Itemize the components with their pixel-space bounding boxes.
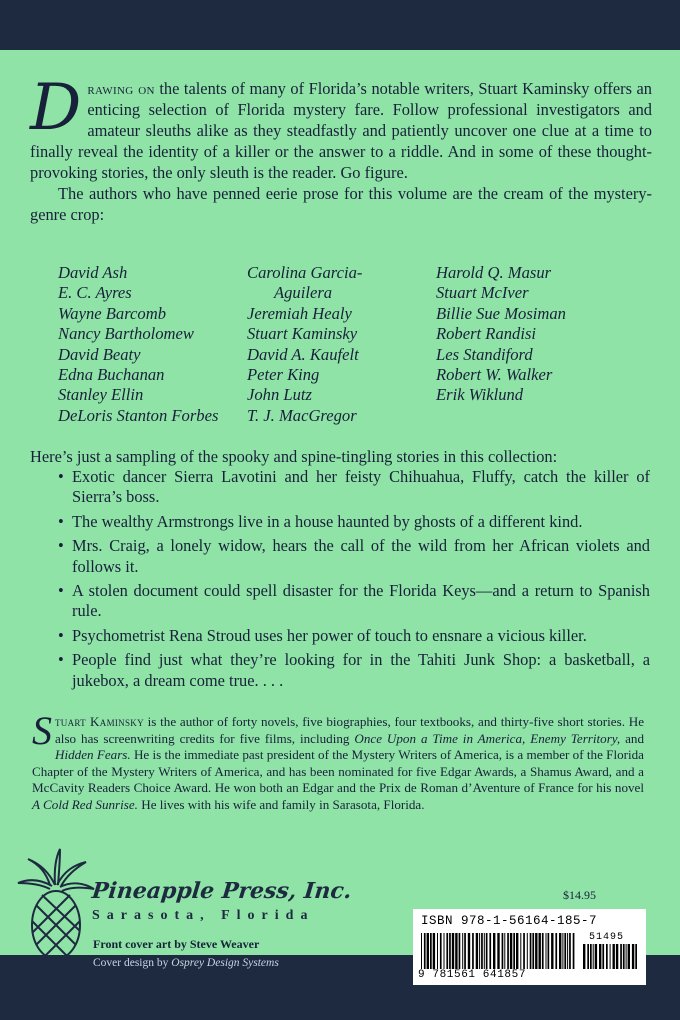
list-item [30,467,650,508]
novel-title: A Cold Red Sunrise. [32,796,138,812]
barcode-stripe [459,933,461,969]
barcode-stripe [476,933,478,969]
author-column-2 [247,263,362,426]
barcode-stripe [599,944,601,969]
list-item [30,512,650,532]
publisher-city: Sarasota, Florida [92,908,315,923]
bullet-glyph: • [58,650,64,670]
barcode-stripe [602,944,604,969]
list-item [30,536,650,577]
barcode-stripe [424,933,426,969]
drop-cap: D [30,71,82,145]
author-name: Edna Buchanan [58,365,165,385]
top-band [0,0,680,50]
barcode-stripe [472,933,474,969]
barcode-stripe [484,933,485,969]
bio-text: and [620,730,645,746]
barcode-stripe [452,933,454,969]
intro-lead: rawing on [87,79,155,98]
author-name: E. C. Ayres [58,283,132,303]
barcode-stripe [535,933,537,969]
barcode-stripe [462,933,463,969]
barcode-stripe [587,944,589,969]
price: $14.95 [563,888,596,902]
barcode-stripe [504,933,505,969]
author-name: Peter King [247,365,320,385]
barcode-stripe [551,933,553,969]
bio-text: is the author of forty novels, five biographies, four textbooks, and thirty-five short stories. He also has screenwriting credits for five films, including [55,714,645,746]
list-item-text: A stolen document could spell disaster for the Florida Keys—and a return to Spanish rule. [72,581,650,621]
barcode-stripe [635,944,637,969]
bio-name: tuart Kaminsky [55,714,144,729]
list-item-text: Psychometrist Rena Stroud uses her power of touch to ensnare a vicious killer. [72,625,587,645]
cover-design-credit [93,957,279,969]
barcode-stripe [502,933,504,969]
barcode-stripe [430,933,432,969]
barcode-stripe [489,933,491,969]
barcode-stripe [444,933,445,969]
barcode-stripe [433,933,435,969]
author-name: Wayne Barcomb [58,303,166,323]
list-item [30,650,650,691]
author-name: Stuart Kaminsky [247,324,358,344]
list-item-text: People find just what they’re looking for in the Tahiti Junk Shop: a basketball, a jukebox, a dream come true. . . . [72,650,650,690]
barcode-stripe [564,933,566,969]
ean-number: 9 781561 641857 [418,969,527,981]
barcode-stripe [626,944,627,969]
author-column-1 [58,263,218,426]
barcode-stripe [555,933,557,969]
barcode-stripe [507,933,509,969]
barcode-stripe [486,933,488,969]
barcode-stripe [567,933,568,969]
author-name: Billie Sue Mosiman [436,303,566,323]
author-name: Jeremiah Healy [247,303,352,323]
author-name: T. J. MacGregor [247,405,357,425]
addon-barcode-icon [583,944,639,969]
pineapple-logo-icon [10,845,100,963]
bullet-glyph: • [58,625,64,645]
intro-body: the talents of many of Florida’s notable writers, Stuart Kaminsky offers an enticing selection of Florida mystery fare. Follow professional investigators and amateur sleuths alike as they steadfastly and patiently uncover one clue at a time to finally reveal the identity of a killer or the answer to a riddle. And in some of these thought-provoking stories, the only sleuth is the reader. Go figure. [30,79,652,182]
author-name: David A. Kaufelt [247,344,359,364]
barcode-stripe [532,933,534,969]
back-cover-panel [0,50,680,955]
film-title: Hidden Fears. [55,747,131,762]
sampling-lead: Here’s just a sampling of the spooky and spine-tingling stories in this collection: [30,447,558,466]
barcode-stripe [497,933,499,969]
barcode-stripe [421,933,422,969]
barcode-stripe [449,933,451,969]
author-name: Robert Randisi [436,324,537,344]
bullet-glyph: • [58,511,64,531]
barcode-stripe [548,933,550,969]
intro-paragraph-1 [30,71,652,183]
addon-code: 51495 [589,932,625,943]
author-name-continued: Aguilera [274,283,333,303]
barcode-stripe [446,933,448,969]
intro-text [30,71,652,225]
list-item-text: The wealthy Armstrongs live in a house haunted by ghosts of a different kind. [72,511,583,531]
barcode-stripe [427,933,429,969]
barcode-stripe [595,944,597,969]
barcode-stripe [468,933,470,969]
barcode-stripe [530,933,532,969]
barcode-stripe [632,944,634,969]
bio-text: He lives with his wife and family in Sarasota, Florida. [137,796,425,812]
bullet-glyph: • [58,581,64,601]
barcode-stripe [516,933,518,969]
author-name: Harold Q. Masur [436,263,552,282]
barcode-stripe [616,944,618,969]
barcode-stripe [610,944,611,969]
barcode-stripe [562,933,563,969]
author-name: Stuart McIver [436,283,529,303]
author-name: Erik Wiklund [436,385,524,405]
barcode-stripe [440,933,442,969]
barcode-stripe [510,933,512,969]
author-name: David Beaty [58,344,141,364]
barcode-stripe [573,933,575,969]
bullet-glyph: • [58,536,64,556]
barcode-stripe [542,933,544,969]
film-title: Once Upon a Time in America, [354,730,526,746]
list-item [30,581,650,622]
barcode-stripe [590,944,592,969]
bio-drop-cap: S [32,708,52,753]
barcode-stripe [479,933,480,969]
cover-design-prefix: Cover design by [93,957,172,969]
isbn-label: ISBN 978-1-56164-185-7 [421,914,598,928]
barcode-stripe [546,933,547,969]
barcode-stripe [520,933,521,969]
film-title: Enemy Territory, [530,730,621,746]
author-bio [32,708,645,813]
cover-art-credit: Front cover art by Steve Weaver [93,937,260,951]
list-item-text: Mrs. Craig, a lonely widow, hears the call of the wild from her African violets and follows it. [72,536,650,576]
barcode-stripe [620,944,622,969]
barcode-stripe [613,944,615,969]
barcode-stripe [593,944,594,969]
barcode-stripe [481,933,483,969]
barcode-stripe [559,933,561,969]
bio-text: He is the immediate past president of the Mystery Writers of America, is a member of the Florida Chapter of the Mystery Writers of America, and has been nominated for five Edgar Awards, a Shamus Award, and a McCavity Readers Choice Award. He won both an Edgar and the Prix de Roman d’Aventure of France for his novel [32,747,644,795]
author-column-3 [436,263,566,406]
author-name: Nancy Bartholomew [58,324,194,344]
barcode-stripe [437,933,438,969]
list-item [30,626,650,646]
author-name: Stanley Ellin [58,385,144,405]
author-name: Carolina Garcia- [247,263,363,282]
author-name: Les Standiford [436,344,533,364]
barcode-stripe [513,933,515,969]
barcode-stripe [623,944,625,969]
author-name: Robert W. Walker [436,365,553,385]
barcode-stripe [464,933,466,969]
cover-design-firm: Osprey Design Systems [171,957,279,969]
barcode-box [413,909,646,985]
author-name: John Lutz [247,385,312,405]
bullet-glyph: • [58,467,64,486]
barcode-stripe [455,933,457,969]
barcode-icon [421,933,577,969]
barcode-stripe [527,933,528,969]
author-name: DeLoris Stanton Forbes [58,405,219,425]
barcode-stripe [493,933,495,969]
barcode-stripe [583,944,585,969]
barcode-stripe [539,933,541,969]
publisher-name: Pineapple Press, Inc. [90,878,353,904]
author-name: David Ash [58,263,128,282]
barcode-stripe [628,944,630,969]
intro-paragraph-2: The authors who have penned eerie prose for this volume are the cream of the mystery-genre crop: [30,184,652,224]
story-list [30,467,650,695]
barcode-stripe [606,944,608,969]
barcode-stripe [523,933,525,969]
barcode-stripe [569,933,571,969]
list-item-text: Exotic dancer Sierra Lavotini and her feisty Chihuahua, Fluffy, catch the killer of Sierra’s boss. [72,467,650,507]
